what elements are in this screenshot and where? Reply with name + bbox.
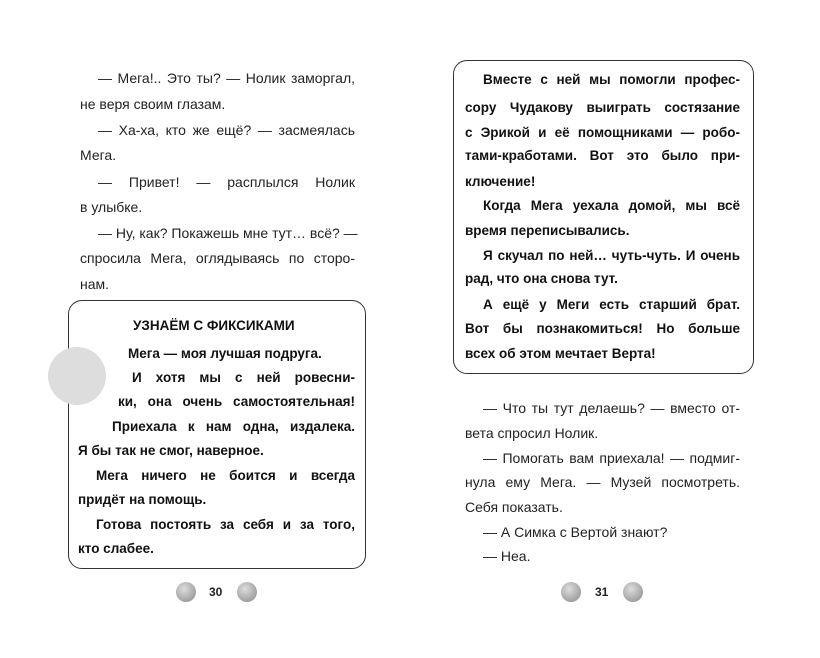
text-line: время переписывались. [465,223,630,238]
text-line: придёт на помощь. [78,492,207,507]
text-line: в улыбке. [80,199,143,215]
text-line: ки, она очень самостоятельная! [118,394,355,409]
text-line: нам. [80,276,110,292]
text-line: А ещё у Меги есть старший брат. [483,297,740,312]
text-line: рад, что она снова тут. [465,271,618,286]
text-line: Готова постоять за себя и за того, [96,517,355,532]
page-number-left: 30 [209,585,223,599]
text-line: Я бы так не смог, наверное. [78,443,264,458]
text-line: — Мега!.. Это ты? — Нолик заморгал, [98,70,355,86]
text-line: — Помогать вам приехала! — подмиг- [483,450,740,466]
text-line: Мега — моя лучшая подруга. [128,346,322,361]
text-line: с Эрикой и её помощниками — робо- [465,125,740,140]
text-line: — Ха-ха, кто же ещё? — засмеялась [98,122,355,138]
text-line: Вот бы познакомиться! Но больше [465,321,740,336]
character-avatar-icon [48,347,106,405]
text-line: — Ну, как? Покажешь мне тут… всё? — [98,225,358,241]
text-line: Себя показать. [465,499,563,515]
text-line: Мега ничего не боится и всегда [96,468,355,483]
text-line: вета спросил Нолик. [465,425,599,441]
page-ornament-icon [176,582,196,602]
text-line: И хотя мы с ней ровесни- [132,370,355,385]
text-line: Приехала к нам одна, издалека. [112,419,355,434]
text-line: — Привет! — расплылся Нолик [98,174,355,190]
text-line: Когда Мега уехала домой, мы всё [483,198,740,213]
text-line: сору Чудакову выиграть состязание [465,100,740,115]
text-line: спросила Мега, оглядываясь по сторо- [80,250,355,266]
text-line: Мега. [80,147,117,163]
text-line: Вместе с ней мы помогли профес- [483,72,740,87]
text-line: — Неа. [483,548,531,564]
box-title: УЗНАЁМ С ФИКСИКАМИ [133,318,295,333]
page-ornament-icon [561,582,581,602]
page-ornament-icon [237,582,257,602]
text-line: тами-кработами. Вот это было при- [465,148,740,163]
text-line: кто слабее. [78,541,154,556]
text-line: не веря своим глазам. [80,96,226,112]
page-ornament-icon [623,582,643,602]
text-line: — Что ты тут делаешь? — вместо от- [483,400,740,416]
text-line: всех об этом мечтает Верта! [465,346,656,361]
text-line: нула ему Мега. — Музей посмотреть. [465,474,740,490]
text-line: — А Симка с Вертой знают? [483,524,668,540]
page-number-right: 31 [595,585,609,599]
text-line: Я скучал по ней… чуть-чуть. И очень [483,248,740,263]
text-line: ключение! [465,174,536,189]
